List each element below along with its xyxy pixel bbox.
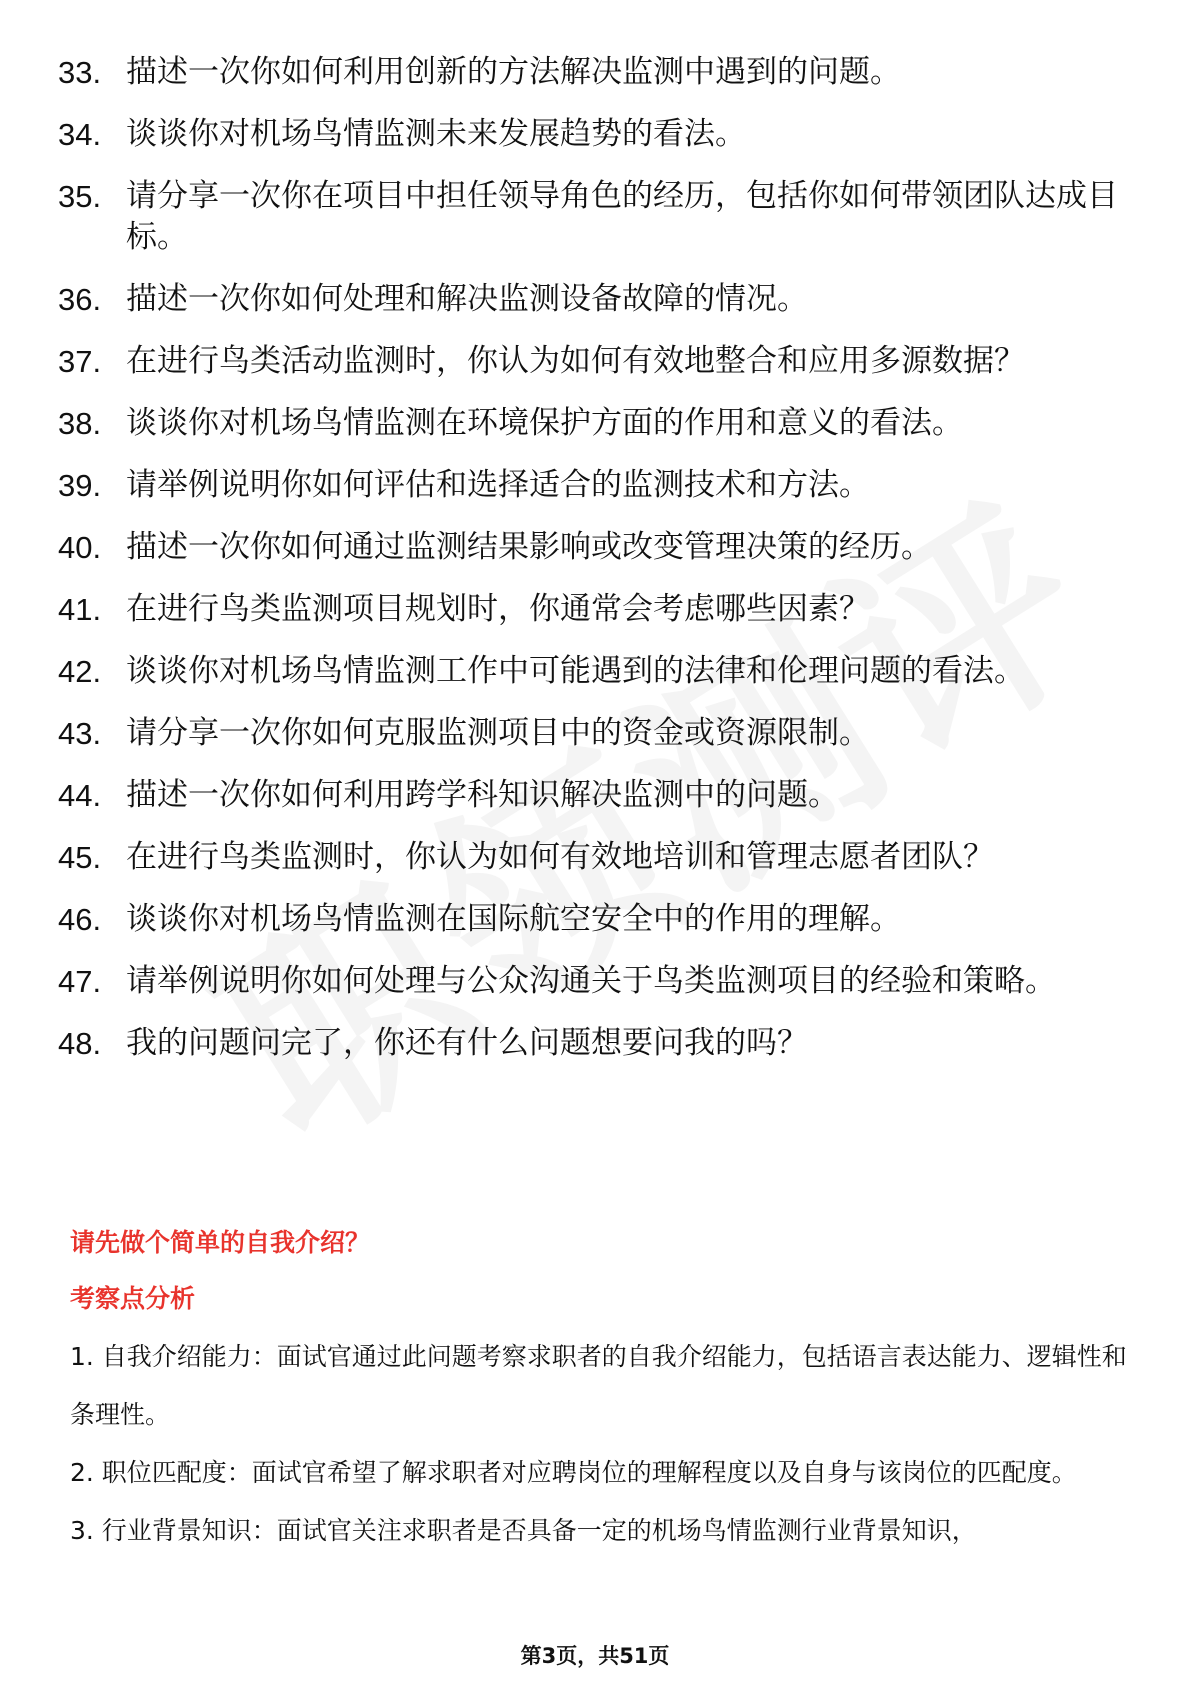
question-text: 描述一次你如何处理和解决监测设备故障的情况。 — [126, 281, 808, 317]
question-text: 描述一次你如何通过监测结果影响或改变管理决策的经历。 — [126, 529, 932, 565]
question-text: 请举例说明你如何评估和选择适合的监测技术和方法。 — [126, 467, 870, 503]
list-item — [58, 279, 1118, 320]
question-text: 谈谈你对机场鸟情监测未来发展趋势的看法。 — [126, 116, 746, 152]
question-text: 谈谈你对机场鸟情监测在国际航空安全中的作用的理解。 — [126, 901, 901, 937]
question-text: 在进行鸟类监测项目规划时，你通常会考虑哪些因素？ — [126, 591, 870, 627]
question-number: 47. — [58, 964, 102, 999]
question-text: 请举例说明你如何处理与公众沟通关于鸟类监测项目的经验和策略。 — [126, 963, 1056, 999]
question-number: 48. — [58, 1026, 102, 1061]
list-item — [58, 527, 1118, 568]
question-number: 38. — [58, 406, 102, 441]
analysis-paragraph: 1. 自我介绍能力：面试官通过此问题考察求职者的自我介绍能力，包括语言表达能力、逻辑性和条理性。 — [70, 1342, 1127, 1429]
analysis-body — [70, 1328, 1130, 1560]
list-item — [58, 961, 1118, 1002]
question-text: 请分享一次你如何克服监测项目中的资金或资源限制。 — [126, 715, 870, 751]
question-number: 40. — [58, 530, 102, 565]
question-number: 39. — [58, 468, 102, 503]
question-number: 43. — [58, 716, 102, 751]
list-item — [58, 1023, 1118, 1064]
list-item — [58, 52, 1118, 93]
question-text: 在进行鸟类活动监测时，你认为如何有效地整合和应用多源数据？ — [126, 343, 1025, 379]
list-item — [58, 176, 1118, 258]
analysis-paragraph: 2. 职位匹配度：面试官希望了解求职者对应聘岗位的理解程度以及自身与该岗位的匹配度。 — [70, 1458, 1077, 1487]
list-item — [58, 341, 1118, 382]
question-number: 41. — [58, 592, 102, 627]
question-number: 37. — [58, 344, 102, 379]
question-number: 33. — [58, 55, 102, 90]
question-number: 42. — [58, 654, 102, 689]
question-text: 在进行鸟类监测时，你认为如何有效地培训和管理志愿者团队？ — [126, 839, 994, 875]
list-item — [58, 837, 1118, 878]
question-number: 44. — [58, 778, 102, 813]
question-number: 46. — [58, 902, 102, 937]
analysis-heading: 考察点分析 — [70, 1284, 196, 1313]
question-text: 描述一次你如何利用跨学科知识解决监测中的问题。 — [126, 777, 839, 813]
question-heading: 请先做个简单的自我介绍？ — [70, 1228, 371, 1257]
question-text: 我的问题问完了，你还有什么问题想要问我的吗？ — [126, 1025, 808, 1061]
question-list — [58, 52, 1118, 1085]
question-text: 谈谈你对机场鸟情监测工作中可能遇到的法律和伦理问题的看法。 — [126, 653, 1025, 689]
list-item — [58, 465, 1118, 506]
list-item — [58, 403, 1118, 444]
question-text: 请分享一次你在项目中担任领导角色的经历，包括你如何带领团队达成目标。 — [126, 178, 1118, 255]
list-item — [58, 114, 1118, 155]
list-item — [58, 775, 1118, 816]
page-number: 第3页，共51页 — [520, 1644, 670, 1668]
question-text: 描述一次你如何利用创新的方法解决监测中遇到的问题。 — [126, 54, 901, 90]
question-text: 谈谈你对机场鸟情监测在环境保护方面的作用和意义的看法。 — [126, 405, 963, 441]
question-number: 35. — [58, 179, 102, 214]
list-item — [58, 713, 1118, 754]
list-item — [58, 651, 1118, 692]
list-item — [58, 589, 1118, 630]
question-number: 34. — [58, 117, 102, 152]
list-item — [58, 899, 1118, 940]
question-number: 36. — [58, 282, 102, 317]
question-number: 45. — [58, 840, 102, 875]
analysis-paragraph: 3. 行业背景知识：面试官关注求职者是否具备一定的机场鸟情监测行业背景知识， — [70, 1516, 977, 1545]
